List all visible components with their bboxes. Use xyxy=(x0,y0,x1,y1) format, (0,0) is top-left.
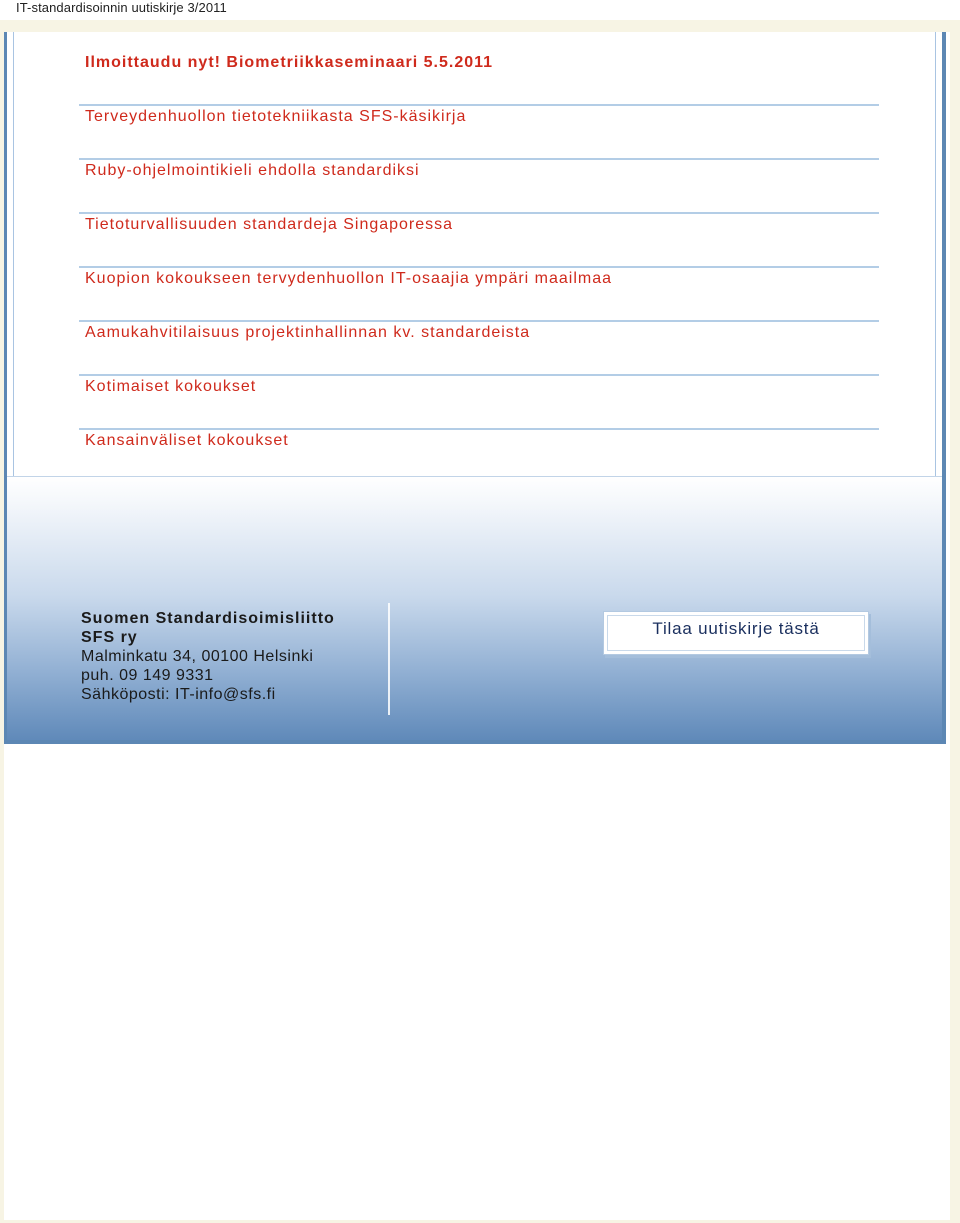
contact-info xyxy=(81,609,381,704)
footer-divider xyxy=(388,603,390,715)
article-link-sfs-kasikirja[interactable]: Terveydenhuollon tietotekniikasta SFS-käsikirja xyxy=(85,108,467,125)
header-strip xyxy=(0,0,960,20)
org-phone: puh. 09 149 9331 xyxy=(81,667,214,684)
article-link-aamukahvitilaisuus[interactable]: Aamukahvitilaisuus projektinhallinnan kv. standardeista xyxy=(85,324,531,341)
subscribe-link[interactable]: Tilaa uutiskirje tästä xyxy=(652,619,820,638)
article-link-kansainvaliset-kokoukset[interactable]: Kansainväliset kokoukset xyxy=(85,432,289,449)
article-list xyxy=(79,52,879,484)
article-item xyxy=(79,376,879,430)
article-item xyxy=(79,322,879,376)
subscribe-box xyxy=(603,611,869,655)
org-email: Sähköposti: IT-info@sfs.fi xyxy=(81,686,276,703)
article-link-ruby[interactable]: Ruby-ohjelmointikieli ehdolla standardiksi xyxy=(85,162,420,179)
article-item xyxy=(79,106,879,160)
article-item xyxy=(79,52,879,106)
article-link-kotimaiset-kokoukset[interactable]: Kotimaiset kokoukset xyxy=(85,378,257,395)
article-item xyxy=(79,268,879,322)
org-short-name: SFS ry xyxy=(81,629,138,646)
newsletter-footer xyxy=(7,476,942,741)
article-link-singapore[interactable]: Tietoturvallisuuden standardeja Singaporessa xyxy=(85,216,454,233)
article-item xyxy=(79,160,879,214)
document-title: IT-standardisoinnin uutiskirje 3/2011 xyxy=(16,0,227,15)
article-link-biometriikkaseminaari[interactable]: Ilmoittaudu nyt! Biometriikkaseminaari 5.5.2011 xyxy=(85,54,494,71)
newsletter-frame xyxy=(4,32,946,744)
article-item xyxy=(79,214,879,268)
article-link-kuopio[interactable]: Kuopion kokoukseen tervydenhuollon IT-osaajia ympäri maailmaa xyxy=(85,270,613,287)
org-name: Suomen Standardisoimisliitto xyxy=(81,610,335,627)
org-address: Malminkatu 34, 00100 Helsinki xyxy=(81,648,314,665)
